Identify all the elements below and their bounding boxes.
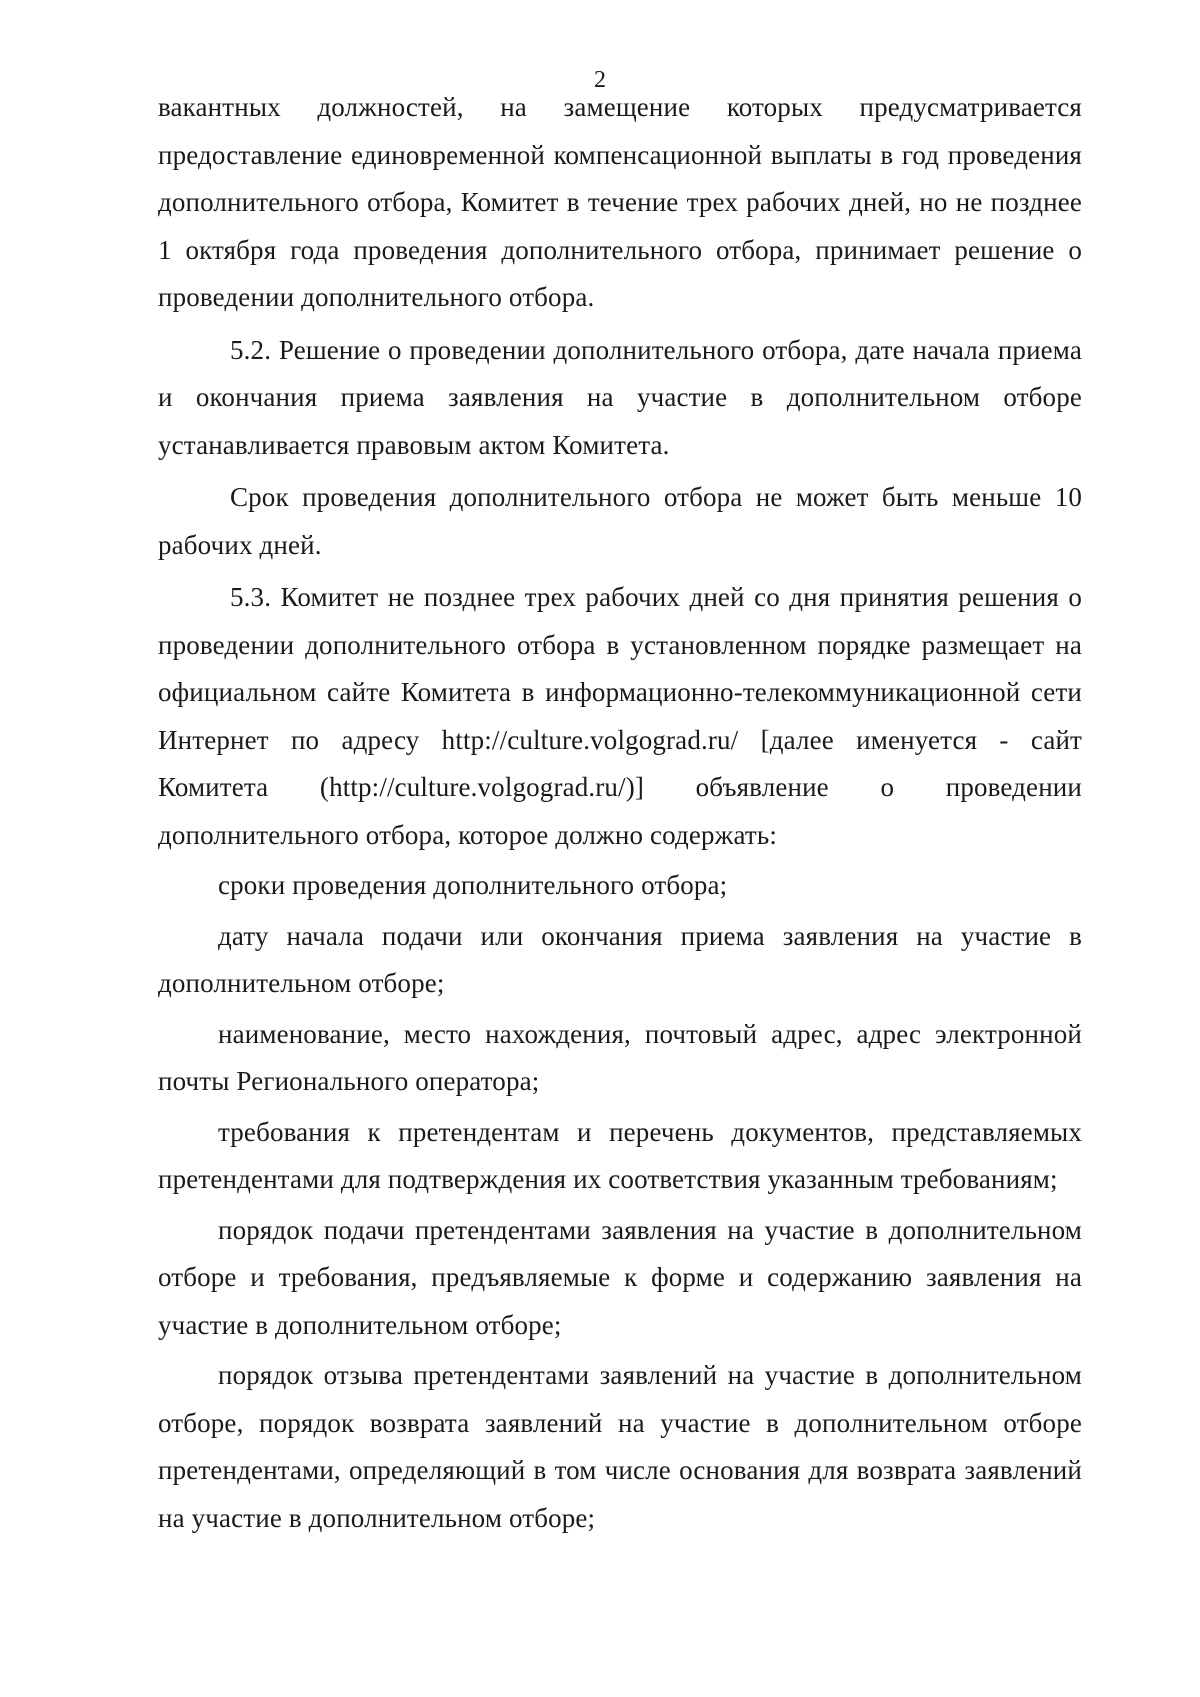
page-number: 2 — [594, 67, 606, 93]
list-item-selection-dates: сроки проведения дополнительного отбора; — [218, 870, 728, 900]
paragraph-5-2: 5.2. Решение о проведении дополнительного отбора, дате начала приема и окончания приема заявления на участие в дополнительном отборе устанавливается правовым актом Комитета. — [158, 334, 1082, 460]
paragraph-5-3: 5.3. Комитет не позднее трех рабочих дней со дня принятия решения о проведении дополнительного отбора в установленном порядке размещает на официальном сайте Комитета в информационно-телекоммуникационной сети Интернет по адресу http://culture.volgograd.ru/ [далее именуется - сайт Комитета (http://culture.volgograd.ru/)] объявление о проведении дополнительного отбора, которое должно содержать: — [158, 582, 1082, 850]
list-item-application-dates: дату начала подачи или окончания приема заявления на участие в дополнительном отборе; — [158, 920, 1082, 998]
list-item-withdrawal-procedure: порядок отзыва претендентами заявлений на участие в дополнительном отборе, порядок возврата заявлений на участие в дополнительном отборе претендентами, определяющий в том числе основания для возврата заявлений на участие в дополнительном отборе; — [158, 1360, 1082, 1533]
list-item-application-procedure: порядок подачи претендентами заявления на участие в дополнительном отборе и требования, предъявляемые к форме и содержанию заявления на участие в дополнительном отборе; — [158, 1214, 1082, 1340]
paragraph-selection-term: Срок проведения дополнительного отбора не может быть меньше 10 рабочих дней. — [158, 482, 1082, 560]
list-item-candidate-requirements: требования к претендентам и перечень документов, представляемых претендентами для подтверждения их соответствия указанным требованиям; — [158, 1116, 1082, 1194]
list-item-operator-contacts: наименование, место нахождения, почтовый адрес, адрес электронной почты Регионального оператора; — [158, 1018, 1082, 1096]
paragraph-vacancies-decision: вакантных должностей, на замещение которых предусматривается предоставление единовременной компенсационной выплаты в год проведения дополнительного отбора, Комитет в течение трех рабочих дней, но не позднее 1 октября года проведения дополнительного отбора, принимает решение о проведении дополнительного отбора. — [158, 92, 1082, 312]
document-body — [158, 84, 1082, 1542]
